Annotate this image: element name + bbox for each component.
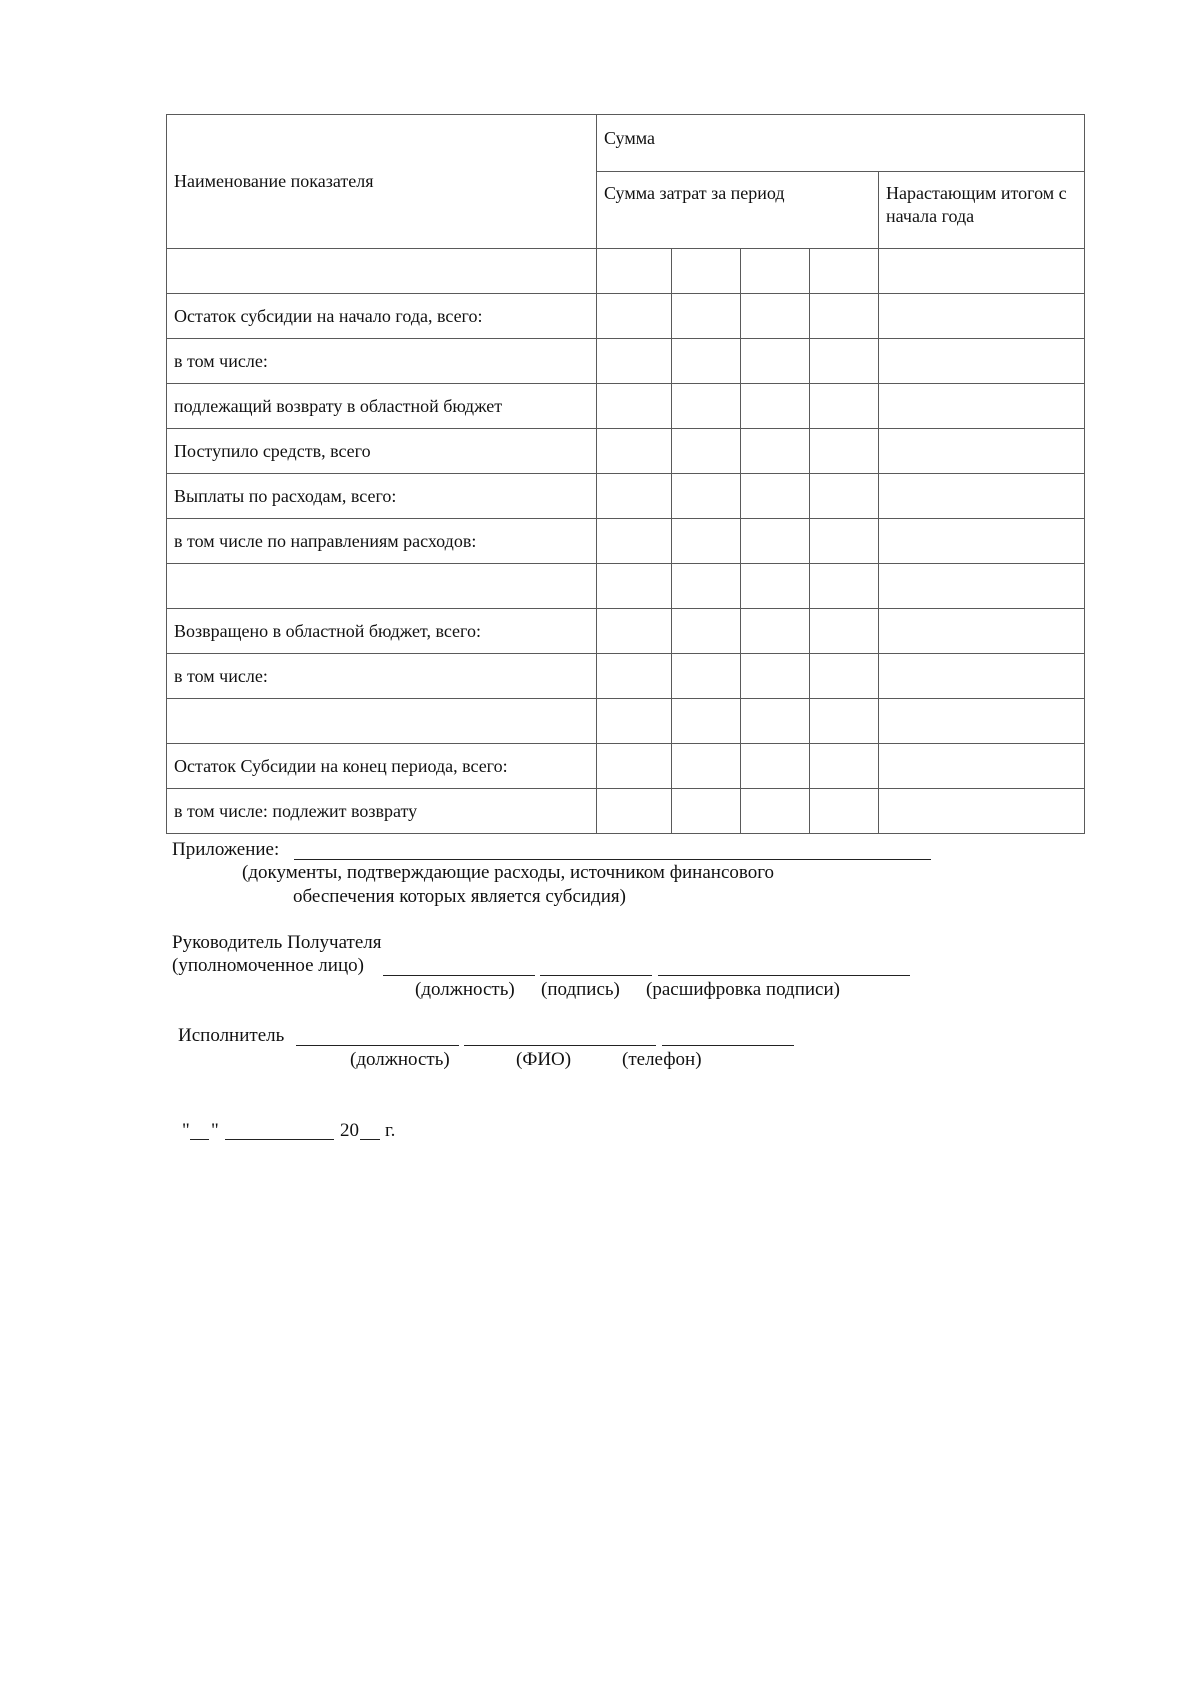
period-amount-cell[interactable] (741, 294, 810, 339)
indicator-name-header: Наименование показателя (167, 115, 597, 249)
head-caption-position: (должность) (415, 979, 515, 1000)
period-amount-cell[interactable] (672, 339, 741, 384)
period-amount-cell[interactable] (597, 654, 672, 699)
table-row (167, 654, 1085, 699)
table-row (167, 789, 1085, 834)
period-amount-cell[interactable] (672, 429, 741, 474)
period-amount-cell[interactable] (597, 294, 672, 339)
period-amount-cell[interactable] (597, 474, 672, 519)
appendix-note-line2: обеспечения которых является субсидия) (293, 886, 626, 907)
executor-caption-phone: (телефон) (622, 1049, 702, 1070)
executor-caption-position: (должность) (350, 1049, 450, 1070)
period-amount-cell[interactable] (672, 474, 741, 519)
indicator-name-cell (167, 249, 597, 294)
period-amount-cell[interactable] (741, 654, 810, 699)
period-amount-cell[interactable] (741, 384, 810, 429)
table-row (167, 429, 1085, 474)
period-amount-cell[interactable] (741, 609, 810, 654)
period-amount-cell[interactable] (672, 789, 741, 834)
period-amount-cell[interactable] (597, 384, 672, 429)
indicator-name-cell: Выплаты по расходам, всего: (167, 474, 597, 519)
sum-header: Сумма (597, 115, 1085, 172)
cumulative-amount-cell[interactable] (879, 654, 1085, 699)
period-amount-cell[interactable] (672, 654, 741, 699)
executor-phone-blank[interactable] (662, 1045, 794, 1046)
period-amount-cell[interactable] (597, 519, 672, 564)
indicator-name-cell (167, 564, 597, 609)
cumulative-amount-cell[interactable] (879, 699, 1085, 744)
period-amount-cell[interactable] (810, 609, 879, 654)
date-day-blank[interactable] (190, 1139, 209, 1140)
period-amount-cell[interactable] (810, 294, 879, 339)
cumulative-amount-cell[interactable] (879, 339, 1085, 384)
table-row (167, 249, 1085, 294)
period-amount-cell[interactable] (672, 294, 741, 339)
period-amount-cell[interactable] (741, 474, 810, 519)
period-amount-cell[interactable] (810, 744, 879, 789)
period-amount-cell[interactable] (672, 699, 741, 744)
head-caption-decoding: (расшифровка подписи) (646, 979, 840, 1000)
period-amount-cell[interactable] (597, 699, 672, 744)
period-amount-cell[interactable] (672, 609, 741, 654)
executor-label: Исполнитель (178, 1025, 285, 1046)
executor-fio-blank[interactable] (464, 1045, 656, 1046)
period-amount-cell[interactable] (597, 429, 672, 474)
period-amount-cell[interactable] (597, 564, 672, 609)
indicator-name-cell: подлежащий возврату в областной бюджет (167, 384, 597, 429)
period-amount-cell[interactable] (810, 789, 879, 834)
period-amount-cell[interactable] (741, 744, 810, 789)
indicator-name-cell: в том числе по направлениям расходов: (167, 519, 597, 564)
appendix-blank-line[interactable] (294, 859, 931, 860)
appendix-label: Приложение: (172, 839, 280, 860)
date-month-blank[interactable] (225, 1139, 334, 1140)
period-amount-cell[interactable] (597, 789, 672, 834)
indicator-name-cell: Возвращено в областной бюджет, всего: (167, 609, 597, 654)
period-amount-cell[interactable] (810, 474, 879, 519)
head-decoding-blank[interactable] (658, 975, 910, 976)
executor-caption-fio: (ФИО) (516, 1049, 572, 1070)
indicator-name-cell: Поступило средств, всего (167, 429, 597, 474)
period-expenses-header: Сумма затрат за период (597, 172, 879, 249)
head-title-line2: (уполномоченное лицо) (172, 955, 364, 976)
indicator-name-cell: Остаток Субсидии на конец периода, всего: (167, 744, 597, 789)
cumulative-total-header: Нарастающим итогом с начала года (879, 172, 1085, 249)
head-title-line1: Руководитель Получателя (172, 932, 382, 953)
cumulative-amount-cell[interactable] (879, 249, 1085, 294)
date-year-prefix: 20 (340, 1120, 359, 1141)
period-amount-cell[interactable] (672, 384, 741, 429)
period-amount-cell[interactable] (597, 744, 672, 789)
period-amount-cell[interactable] (597, 339, 672, 384)
period-amount-cell[interactable] (741, 564, 810, 609)
table-row (167, 294, 1085, 339)
table-header-row (167, 115, 1085, 172)
date-year-blank[interactable] (360, 1139, 380, 1140)
table-row (167, 699, 1085, 744)
table-row (167, 519, 1085, 564)
period-amount-cell[interactable] (810, 429, 879, 474)
table-row (167, 609, 1085, 654)
period-amount-cell[interactable] (597, 249, 672, 294)
period-amount-cell[interactable] (672, 249, 741, 294)
period-amount-cell[interactable] (741, 339, 810, 384)
period-amount-cell[interactable] (810, 384, 879, 429)
indicator-name-cell: в том числе: (167, 654, 597, 699)
cumulative-amount-cell[interactable] (879, 609, 1085, 654)
period-amount-cell[interactable] (810, 699, 879, 744)
table-row (167, 744, 1085, 789)
indicator-name-cell: Остаток субсидии на начало года, всего: (167, 294, 597, 339)
head-signature-blank[interactable] (540, 975, 652, 976)
cumulative-amount-cell[interactable] (879, 789, 1085, 834)
table-row (167, 474, 1085, 519)
table-row (167, 564, 1085, 609)
head-caption-signature: (подпись) (541, 979, 620, 1000)
period-amount-cell[interactable] (672, 564, 741, 609)
period-amount-cell[interactable] (810, 654, 879, 699)
cumulative-amount-cell[interactable] (879, 564, 1085, 609)
period-amount-cell[interactable] (810, 339, 879, 384)
cumulative-amount-cell[interactable] (879, 474, 1085, 519)
subsidy-report-table (166, 114, 1085, 834)
date-open-quote: " (182, 1120, 190, 1141)
cumulative-amount-cell[interactable] (879, 429, 1085, 474)
indicator-name-cell: в том числе: подлежит возврату (167, 789, 597, 834)
period-amount-cell[interactable] (741, 519, 810, 564)
head-position-blank[interactable] (383, 975, 535, 976)
indicator-name-cell: в том числе: (167, 339, 597, 384)
period-amount-cell[interactable] (810, 519, 879, 564)
table-row (167, 339, 1085, 384)
period-amount-cell[interactable] (597, 609, 672, 654)
period-amount-cell[interactable] (810, 564, 879, 609)
date-close-quote: " (211, 1120, 219, 1141)
cumulative-amount-cell[interactable] (879, 384, 1085, 429)
period-amount-cell[interactable] (741, 699, 810, 744)
period-amount-cell[interactable] (741, 429, 810, 474)
cumulative-amount-cell[interactable] (879, 744, 1085, 789)
period-amount-cell[interactable] (672, 744, 741, 789)
cumulative-amount-cell[interactable] (879, 519, 1085, 564)
period-amount-cell[interactable] (741, 249, 810, 294)
period-amount-cell[interactable] (810, 249, 879, 294)
cumulative-amount-cell[interactable] (879, 294, 1085, 339)
date-year-suffix: г. (385, 1120, 396, 1141)
indicator-name-cell (167, 699, 597, 744)
appendix-note-line1: (документы, подтверждающие расходы, источником финансового (242, 862, 775, 883)
table-row (167, 384, 1085, 429)
period-amount-cell[interactable] (672, 519, 741, 564)
period-amount-cell[interactable] (741, 789, 810, 834)
executor-position-blank[interactable] (296, 1045, 459, 1046)
